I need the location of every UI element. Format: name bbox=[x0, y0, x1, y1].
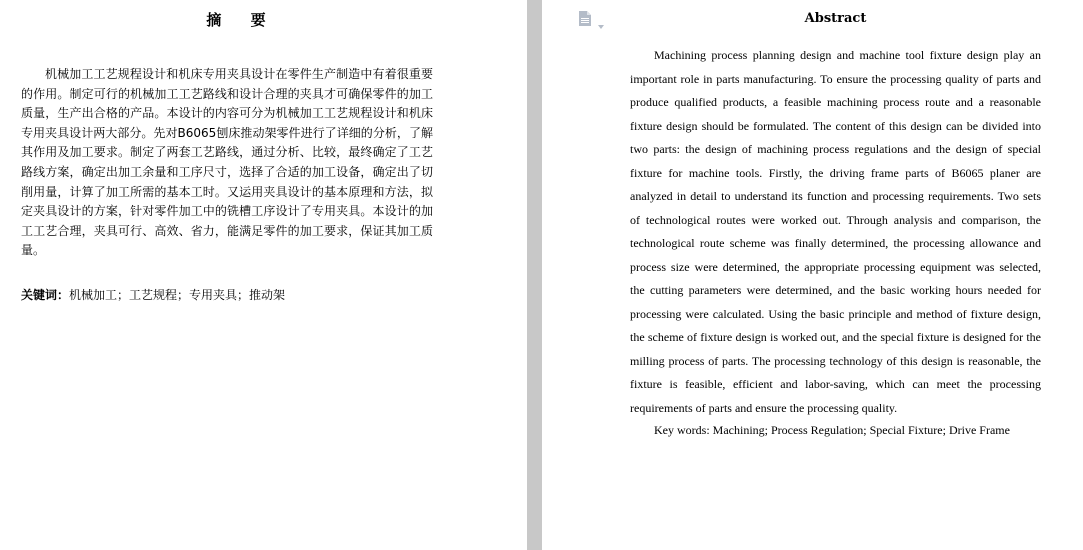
chinese-keywords-label: 关键词： bbox=[21, 288, 70, 302]
chinese-abstract-title: 摘 要 bbox=[206, 11, 278, 29]
chinese-keywords-line bbox=[21, 286, 433, 304]
english-abstract-body: Machining process planning design and machine tool fixture design play an important role in parts manufacturing. To ensure the processing quality of parts and produce qualified products, a feasible machining process route and a reasonable fixture design should be formulated. The content of this design can be divided into two parts: the design of machining process regulations and the design of special fixture for machine tools. Firstly, the driving frame parts of B6065 planer are analyzed in detail to understand its function and processing requirements. Two sets of technological routes were worked out. Through analysis and comparison, the technological route scheme was finally determined, the processing allowance and process size were determined, the appropriate processing equipment was selected, the cutting parameters were determined, and the basic working hours needed for processing were calculated. Using the basic principle and method of fixture design, the scheme of fixture design is worked out, and the special fixture is designed for the milling process of parts. The processing technology of this design is reasonable, the fixture is feasible, efficient and labor-saving, which can meet the processing requirements of parts and ensure the processing quality. bbox=[630, 48, 1041, 415]
page-gutter bbox=[527, 0, 542, 550]
english-abstract-page bbox=[542, 0, 1083, 550]
chinese-abstract-body: 机械加工工艺规程设计和机床专用夹具设计在零件生产制造中有着很重要的作用。制定可行的机械加工工艺路线和设计合理的夹具才可确保零件的加工质量，生产出合格的产品。本设计的内容可分为机械加工工艺规程设计和机床专用夹具设计两大部分。先对B6065刨床推动架零件进行了详细的分析，了解其作用及加工要求。制定了两套工艺路线，通过分析、比较，最终确定了工艺路线方案，确定出加工余量和工序尺寸，选择了合适的加工设备，确定出了切削用量，计算了加工所需的基本工时。又运用夹具设计的基本原理和方法，拟定夹具设计的方案，针对零件加工中的铣槽工序设计了专用夹具。本设计的加工工艺合理，夹具可行、高效、省力，能满足零件的加工要求，保证其加工质量。 bbox=[21, 67, 433, 258]
english-keywords-line: Key words: Machining; Process Regulation; Special Fixture; Drive Frame bbox=[654, 423, 1010, 437]
chinese-keywords-text: 机械加工；工艺规程；专用夹具；推动架 bbox=[69, 288, 286, 302]
document-icon[interactable] bbox=[578, 11, 592, 26]
chinese-abstract-page bbox=[0, 0, 527, 550]
chevron-down-icon[interactable] bbox=[598, 16, 604, 20]
english-abstract-title: Abstract bbox=[804, 11, 867, 26]
